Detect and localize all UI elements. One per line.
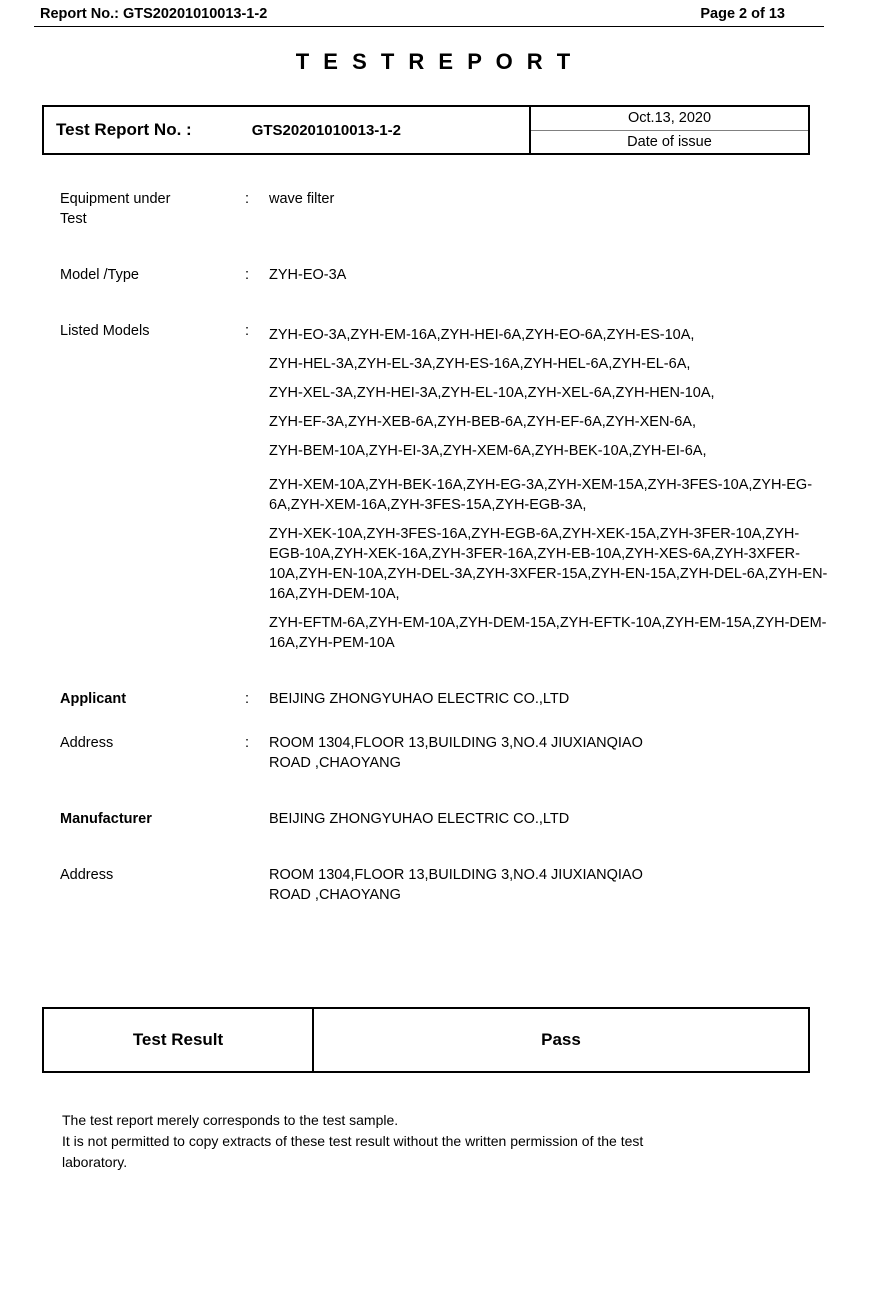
field-label-listed-models: Listed Models [60, 323, 150, 339]
colon-model: : [245, 267, 250, 283]
listed-models-paragraph: ZYH-XEK-10A,ZYH-3FES-16A,ZYH-EGB-6A,ZYH-XEK-15A,ZYH-3FER-10A,ZYH-EGB-10A,ZYH-XEK-16A,ZYH-3FER-16A,ZYH-EB-10A,ZYH-XES-6A,ZYH-3XFER-10A,ZYH-EN-10A,ZYH-DEL-3A,ZYH-3XFER-15A,ZYH-EN-15A,ZYH-DEL-6A,ZYH-EN-16A,ZYH-DEM-10A, [269, 526, 828, 602]
eut-label-line1: Equipment under [60, 191, 171, 207]
field-label-manufacturer: Manufacturer [60, 811, 152, 827]
listed-models-line: ZYH-HEL-3A,ZYH-EL-3A,ZYH-ES-16A,ZYH-HEL-6A,ZYH-EL-6A, [269, 356, 691, 372]
field-manufacturer-address [60, 865, 830, 905]
issue-date-label: Date of issue [627, 133, 712, 150]
spacer-3 [60, 663, 830, 689]
field-label-eut [60, 189, 245, 229]
applicant-address-line1: ROOM 1304,FLOOR 13,BUILDING 3,NO.4 JIUXIANQIAO [269, 735, 643, 751]
test-result-label: Test Result [44, 1009, 314, 1071]
issue-date-value: Oct.13, 2020 [531, 107, 808, 131]
listed-models-paragraph: ZYH-EFTM-6A,ZYH-EM-10A,ZYH-DEM-15A,ZYH-EFTK-10A,ZYH-EM-15A,ZYH-DEM-16A,ZYH-PEM-10A [269, 615, 827, 651]
field-value-eut: wave filter [269, 191, 335, 207]
colon-eut: : [245, 191, 250, 207]
field-label-model: Model /Type [60, 267, 139, 283]
manufacturer-address-line2: ROAD ,CHAOYANG [269, 887, 401, 903]
colon-listed-models: : [245, 323, 250, 339]
colon-applicant: : [245, 691, 250, 707]
note-line-3: laboratory. [62, 1154, 128, 1170]
field-label-applicant-address: Address [60, 735, 114, 751]
field-equipment-under-test [60, 189, 830, 229]
report-number-value: GTS20201010013-1-2 [251, 121, 401, 139]
field-listed-models [60, 321, 830, 653]
test-result-box [42, 1007, 810, 1073]
footer-note [62, 1110, 834, 1173]
field-applicant [60, 689, 830, 709]
field-model-type [60, 265, 830, 285]
field-value-applicant-address [269, 733, 830, 773]
report-number-box [42, 105, 810, 155]
report-number-label: Test Report No. : [56, 120, 192, 139]
applicant-address-line2: ROAD ,CHAOYANG [269, 755, 401, 771]
field-value-manufacturer: BEIJING ZHONGYUHAO ELECTRIC CO.,LTD [269, 811, 570, 827]
eut-label-line2: Test [60, 211, 87, 227]
spacer-2 [60, 295, 830, 321]
header-report-number: Report No.: GTS20201010013-1-2 [40, 6, 268, 22]
field-label-manufacturer-address: Address [60, 867, 114, 883]
listed-models-line: ZYH-EO-3A,ZYH-EM-16A,ZYH-HEI-6A,ZYH-EO-6A,ZYH-ES-10A, [269, 327, 695, 343]
field-manufacturer [60, 809, 830, 829]
page-header [40, 0, 830, 22]
spacer-4 [60, 719, 830, 733]
field-value-applicant: BEIJING ZHONGYUHAO ELECTRIC CO.,LTD [269, 691, 570, 707]
header-page-number: Page 2 of 13 [700, 6, 785, 22]
listed-models-line: ZYH-BEM-10A,ZYH-EI-3A,ZYH-XEM-6A,ZYH-BEK-10A,ZYH-EI-6A, [269, 443, 707, 459]
spacer-5 [60, 783, 830, 809]
listed-models-line: ZYH-XEL-3A,ZYH-HEI-3A,ZYH-EL-10A,ZYH-XEL-6A,ZYH-HEN-10A, [269, 385, 715, 401]
issue-date-cell [531, 107, 808, 153]
spacer-6 [60, 839, 830, 865]
test-result-value: Pass [541, 1030, 581, 1049]
note-line-2: It is not permitted to copy extracts of these test result without the written permission of the test [62, 1133, 644, 1149]
spacer-1 [60, 239, 830, 265]
note-line-1: The test report merely corresponds to the test sample. [62, 1112, 399, 1128]
field-value-manufacturer-address [269, 865, 830, 905]
header-divider [34, 26, 824, 27]
report-number-cell [44, 107, 531, 153]
field-label-applicant: Applicant [60, 691, 127, 707]
listed-models-line: ZYH-EF-3A,ZYH-XEB-6A,ZYH-BEB-6A,ZYH-EF-6A,ZYH-XEN-6A, [269, 414, 697, 430]
page-title: T E S T R E P O R T [295, 49, 575, 74]
colon-applicant-address: : [245, 735, 250, 751]
listed-models-paragraph: ZYH-XEM-10A,ZYH-BEK-16A,ZYH-EG-3A,ZYH-XEM-15A,ZYH-3FES-10A,ZYH-EG-6A,ZYH-XEM-16A,ZYH-3FES-15A,ZYH-EGB-3A, [269, 477, 813, 513]
field-value-listed-models [269, 321, 830, 653]
field-value-model: ZYH-EO-3A [269, 267, 347, 283]
field-applicant-address [60, 733, 830, 773]
field-list [40, 189, 830, 905]
manufacturer-address-line1: ROOM 1304,FLOOR 13,BUILDING 3,NO.4 JIUXIANQIAO [269, 867, 643, 883]
